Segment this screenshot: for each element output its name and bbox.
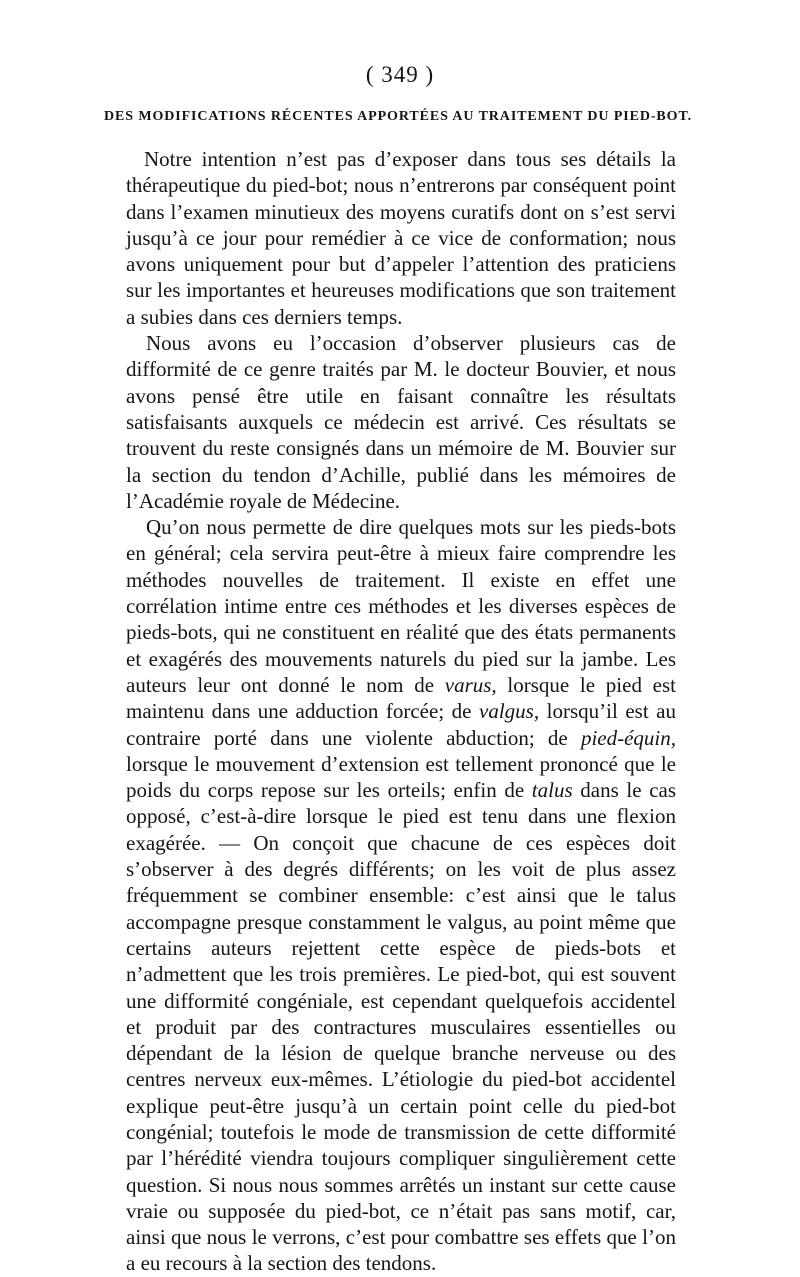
paragraph-3	[126, 514, 676, 1277]
paragraph-3-text-before-valgus: lorsque le pied est maintenu dans une adduction forcée; de	[126, 672, 676, 724]
paragraph-3-text-before-varus: Qu’on nous permette de dire quelques mots sur les pieds-bots en général; cela servira peut-être à mieux faire comprendre les méthodes nouvelles de traitement. Il existe en effet une corrélation intime entre ces méthodes et les diverses espèces de pieds-bots, qui ne constituent en réalité que des états permanents et exagérés des mouvements naturels du pied sur la jambe. Les auteurs leur ont donné le nom de	[126, 515, 676, 697]
term-pied-equin: pied-équin,	[580, 725, 676, 750]
term-varus: varus,	[444, 672, 497, 697]
paragraph-3-text-after-talus: dans le cas opposé, c’est-à-dire lorsque le pied est tenu dans une flexion exagérée. — On conçoit que chacune de ces espèces doit s’observer à des degrés différents; on les voit de plus assez fréquemment se combiner ensemble: c’est ainsi que le talus accompagne presque constamment le valgus, au point même que certains auteurs rejettent cette espèce de pieds-bots et n’admettent que les trois premières. Le pied-bot, qui est souvent une difformité congéniale, est cependant quelquefois accidentel et produit par des contractures musculaires essentielles ou dépendant de la lésion de quelque branche nerveuse ou des centres nerveux eux-mêmes. L’étiologie du pied-bot accidentel explique peut-être jusqu’à un certain point celle du pied-bot congénial; toutefois le mode de transmission de cette difformité par l’hérédité viendra toujours compliquer singulièrement cette question. Si nous nous sommes arrêtés un instant sur cette cause vraie ou supposée du pied-bot, ce n’était pas sans motif, car, ainsi que nous le verrons, c’est pour combattre ses effets que l’on a eu recours à la section des tendons.	[126, 778, 677, 1276]
paragraph-3-text-before-talus: lorsque le mouvement d’extension est tellement prononcé que le poids du corps repose sur les orteils; enfin de	[126, 751, 676, 803]
term-talus: talus	[531, 778, 573, 803]
section-title: DES MODIFICATIONS RÉCENTES APPORTÉES AU TRAITEMENT DU PIED-BOT.	[104, 109, 693, 124]
page-number: ( 349 )	[365, 62, 435, 87]
paragraph-2: Nous avons eu l’occasion d’observer plusieurs cas de difformité de ce genre traités par M. le docteur Bouvier, et nous avons pensé être utile en faisant connaître les résultats satisfaisants auxquels ce médecin est arrivé. Ces résultats se trouvent du reste consignés dans un mémoire de M. Bouvier sur la section du tendon d’Achille, publié dans les mémoires de l’Académie royale de Médecine.	[126, 331, 676, 513]
paragraph-1: Notre intention n’est pas d’exposer dans tous ses détails la thérapeutique du pied-bot; nous n’entrerons par conséquent point dans l’examen minutieux des moyens curatifs dont on s’est servi jusqu’à ce jour pour remédier à ce vice de conformation; nous avons uniquement pour but d’appeler l’attention des praticiens sur les importantes et heureuses modifications que son traitement a subies dans ces derniers temps.	[126, 147, 676, 329]
term-valgus: valgus,	[479, 699, 540, 724]
body-text	[126, 146, 676, 1277]
paragraph-3-text-before-pied-equin: lorsqu’il est au contraire porté dans une violente abduction; de	[126, 699, 676, 750]
